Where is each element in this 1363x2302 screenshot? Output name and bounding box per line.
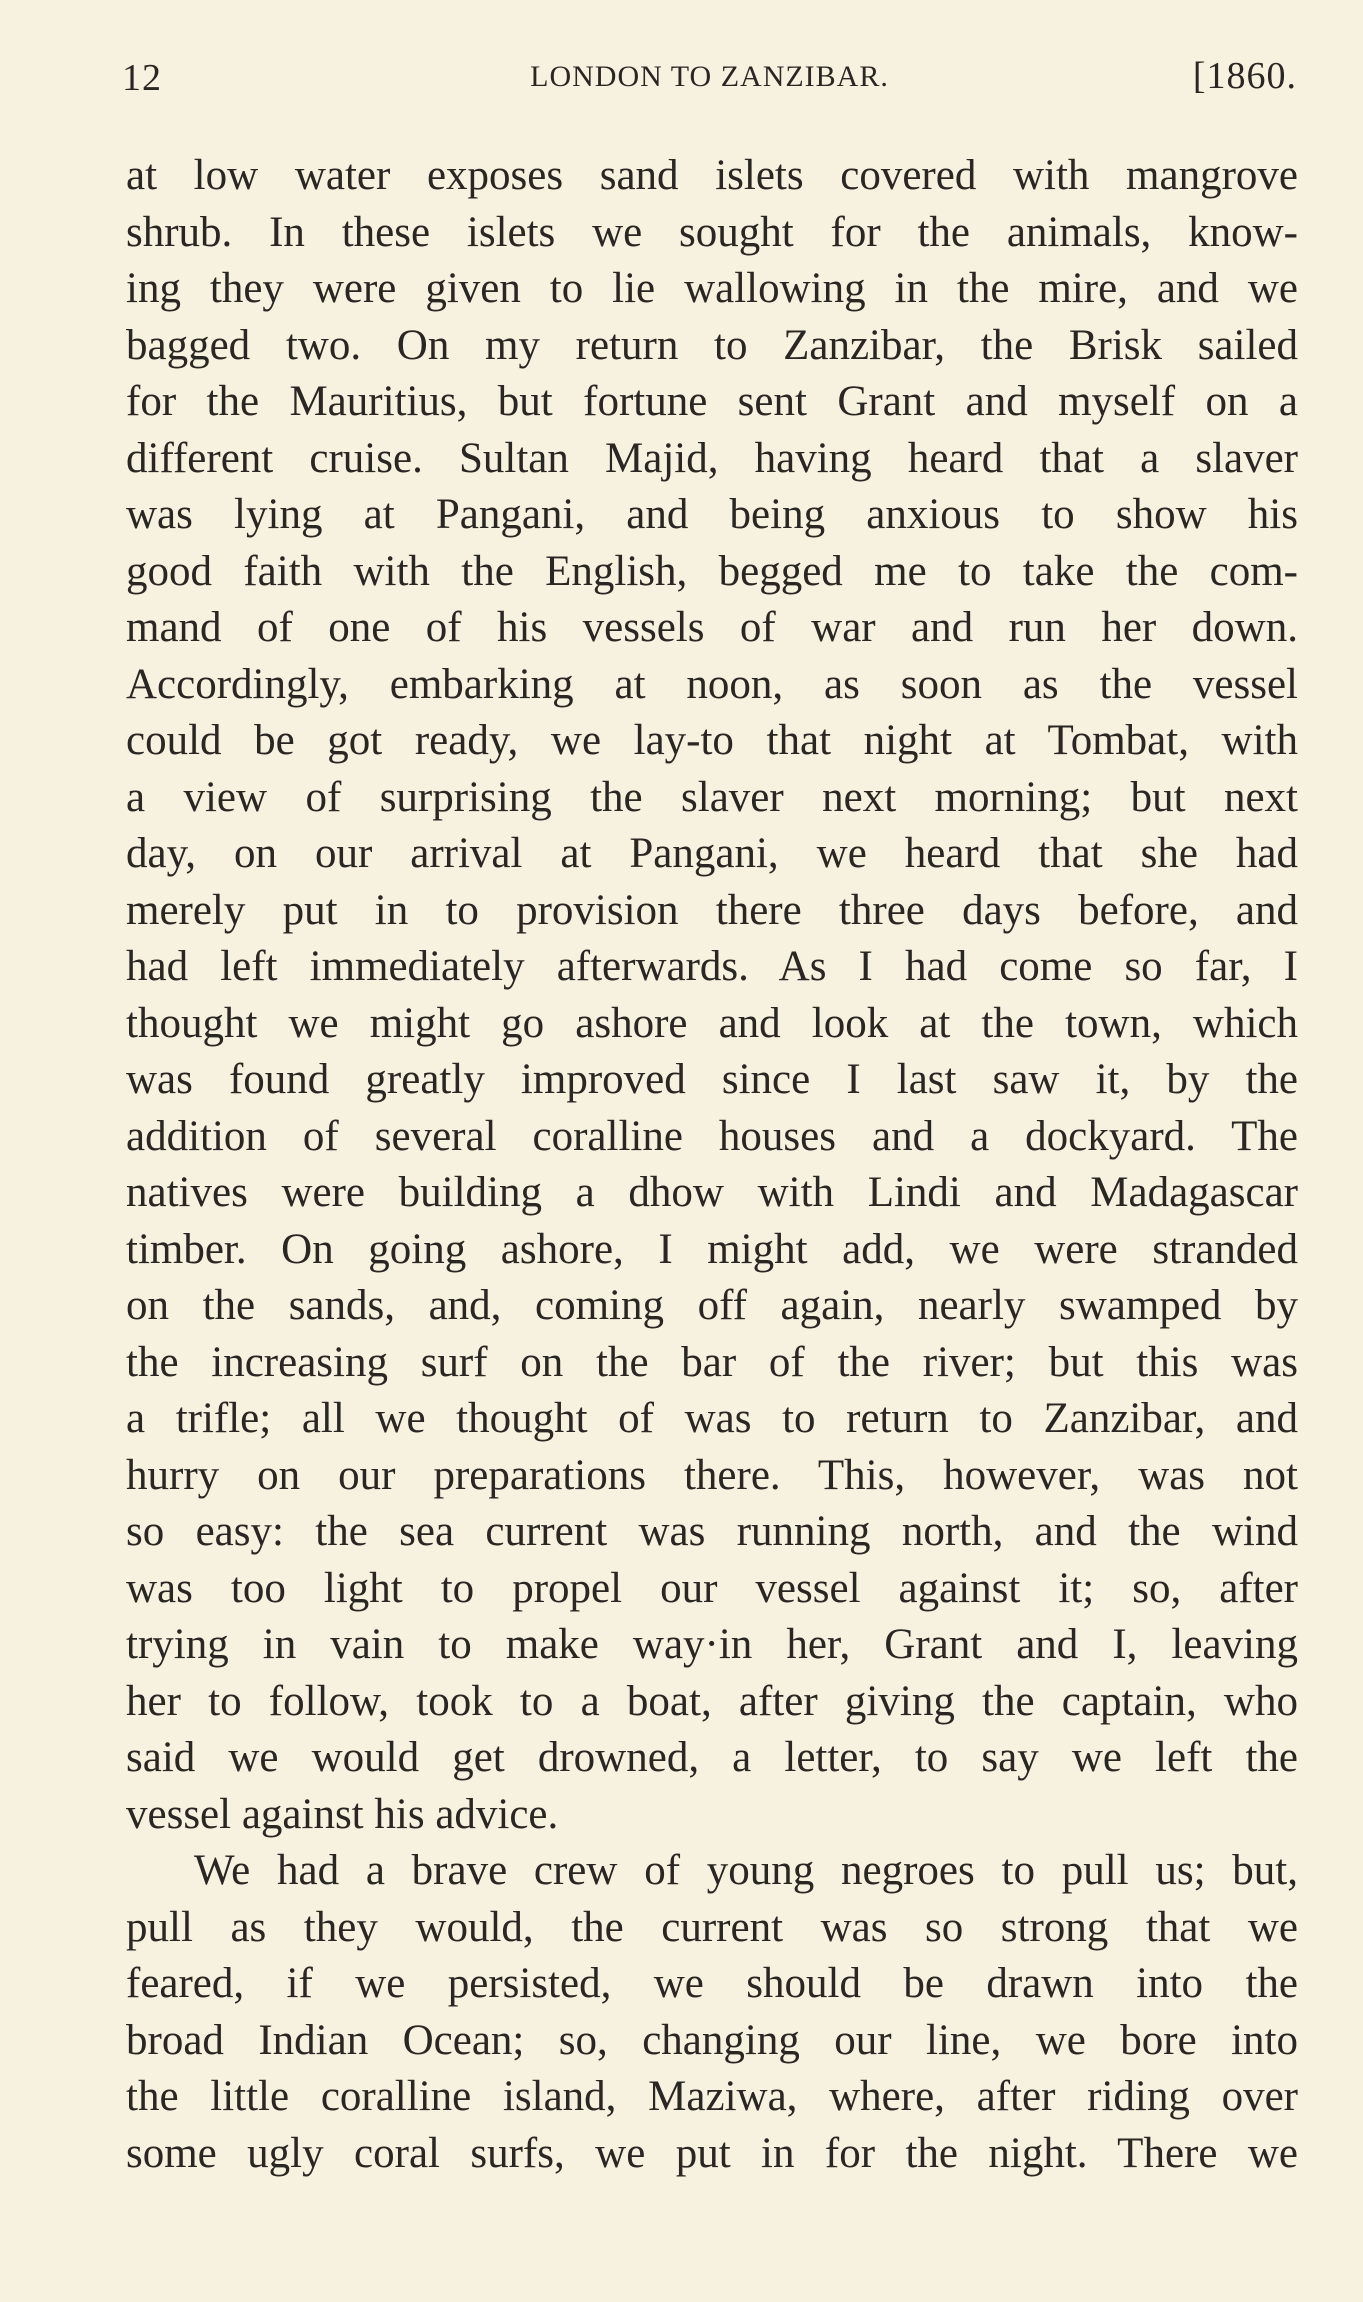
text-line: could be got ready, we lay-to that night at Tombat, with <box>126 717 1298 764</box>
text-line: the little coralline island, Maziwa, where, after riding over <box>126 2073 1298 2120</box>
text-line: a view of surprising the slaver next morning; but next <box>126 773 1298 821</box>
text-line: so easy: the sea current was running north, and the wind <box>126 1508 1298 1555</box>
paragraph-end-line: vessel against his advice. <box>126 1790 559 1838</box>
text-line: trying in vain to make way·in her, Grant and I, leaving <box>126 1621 1298 1668</box>
running-title: LONDON TO ZANZIBAR. <box>530 60 889 93</box>
paragraph-start-line: We had a brave crew of young negroes to pull us; but, <box>194 1847 1298 1894</box>
text-line: day, on our arrival at Pangani, we heard that she had <box>126 830 1298 877</box>
text-line: some ugly coral surfs, we put in for the night. There we <box>126 2129 1298 2177</box>
text-line: broad Indian Ocean; so, changing our line, we bore into <box>126 2016 1298 2064</box>
page-number: 12 <box>122 57 162 99</box>
text-line: good faith with the English, begged me to take the com- <box>126 547 1298 595</box>
text-line: her to follow, took to a boat, after giving the captain, who <box>126 1677 1298 1725</box>
text-line: on the sands, and, coming off again, nearly swamped by <box>126 1282 1298 1329</box>
text-line: thought we might go ashore and look at the town, which <box>126 999 1298 1047</box>
text-line: pull as they would, the current was so strong that we <box>126 1903 1298 1951</box>
year-marker: [1860. <box>1192 55 1297 97</box>
text-line: mand of one of his vessels of war and run her down. <box>126 604 1298 651</box>
text-line: the increasing surf on the bar of the river; but this was <box>126 1338 1298 1386</box>
text-line: different cruise. Sultan Majid, having heard that a slaver <box>126 434 1298 482</box>
text-line: was too light to propel our vessel against it; so, after <box>126 1564 1298 1612</box>
text-line: feared, if we persisted, we should be drawn into the <box>126 1960 1298 2007</box>
text-line: ing they were given to lie wallowing in the mire, and we <box>126 265 1298 312</box>
text-line: for the Mauritius, but fortune sent Grant and myself on a <box>126 378 1298 425</box>
text-line: had left immediately afterwards. As I had come so far, I <box>126 943 1298 990</box>
text-line: timber. On going ashore, I might add, we were stranded <box>126 1225 1298 1273</box>
text-line: hurry on our preparations there. This, however, was not <box>126 1451 1298 1499</box>
text-line: bagged two. On my return to Zanzibar, the Brisk sailed <box>126 321 1298 369</box>
text-line: shrub. In these islets we sought for the animals, know- <box>126 208 1298 256</box>
page-header <box>122 50 1297 110</box>
text-line: Accordingly, embarking at noon, as soon as the vessel <box>126 660 1298 708</box>
text-line: natives were building a dhow with Lindi and Madagascar <box>126 1169 1298 1216</box>
text-line: said we would get drowned, a letter, to say we left the <box>126 1734 1298 1781</box>
text-line: was lying at Pangani, and being anxious to show his <box>126 491 1298 538</box>
body-text <box>126 148 1298 2182</box>
text-line: at low water exposes sand islets covered with mangrove <box>126 152 1298 199</box>
text-line: a trifle; all we thought of was to return to Zanzibar, and <box>126 1395 1298 1442</box>
text-line: merely put in to provision there three days before, and <box>126 886 1298 934</box>
text-line: addition of several coralline houses and a dockyard. The <box>126 1112 1298 1160</box>
text-line: was found greatly improved since I last saw it, by the <box>126 1056 1298 1103</box>
